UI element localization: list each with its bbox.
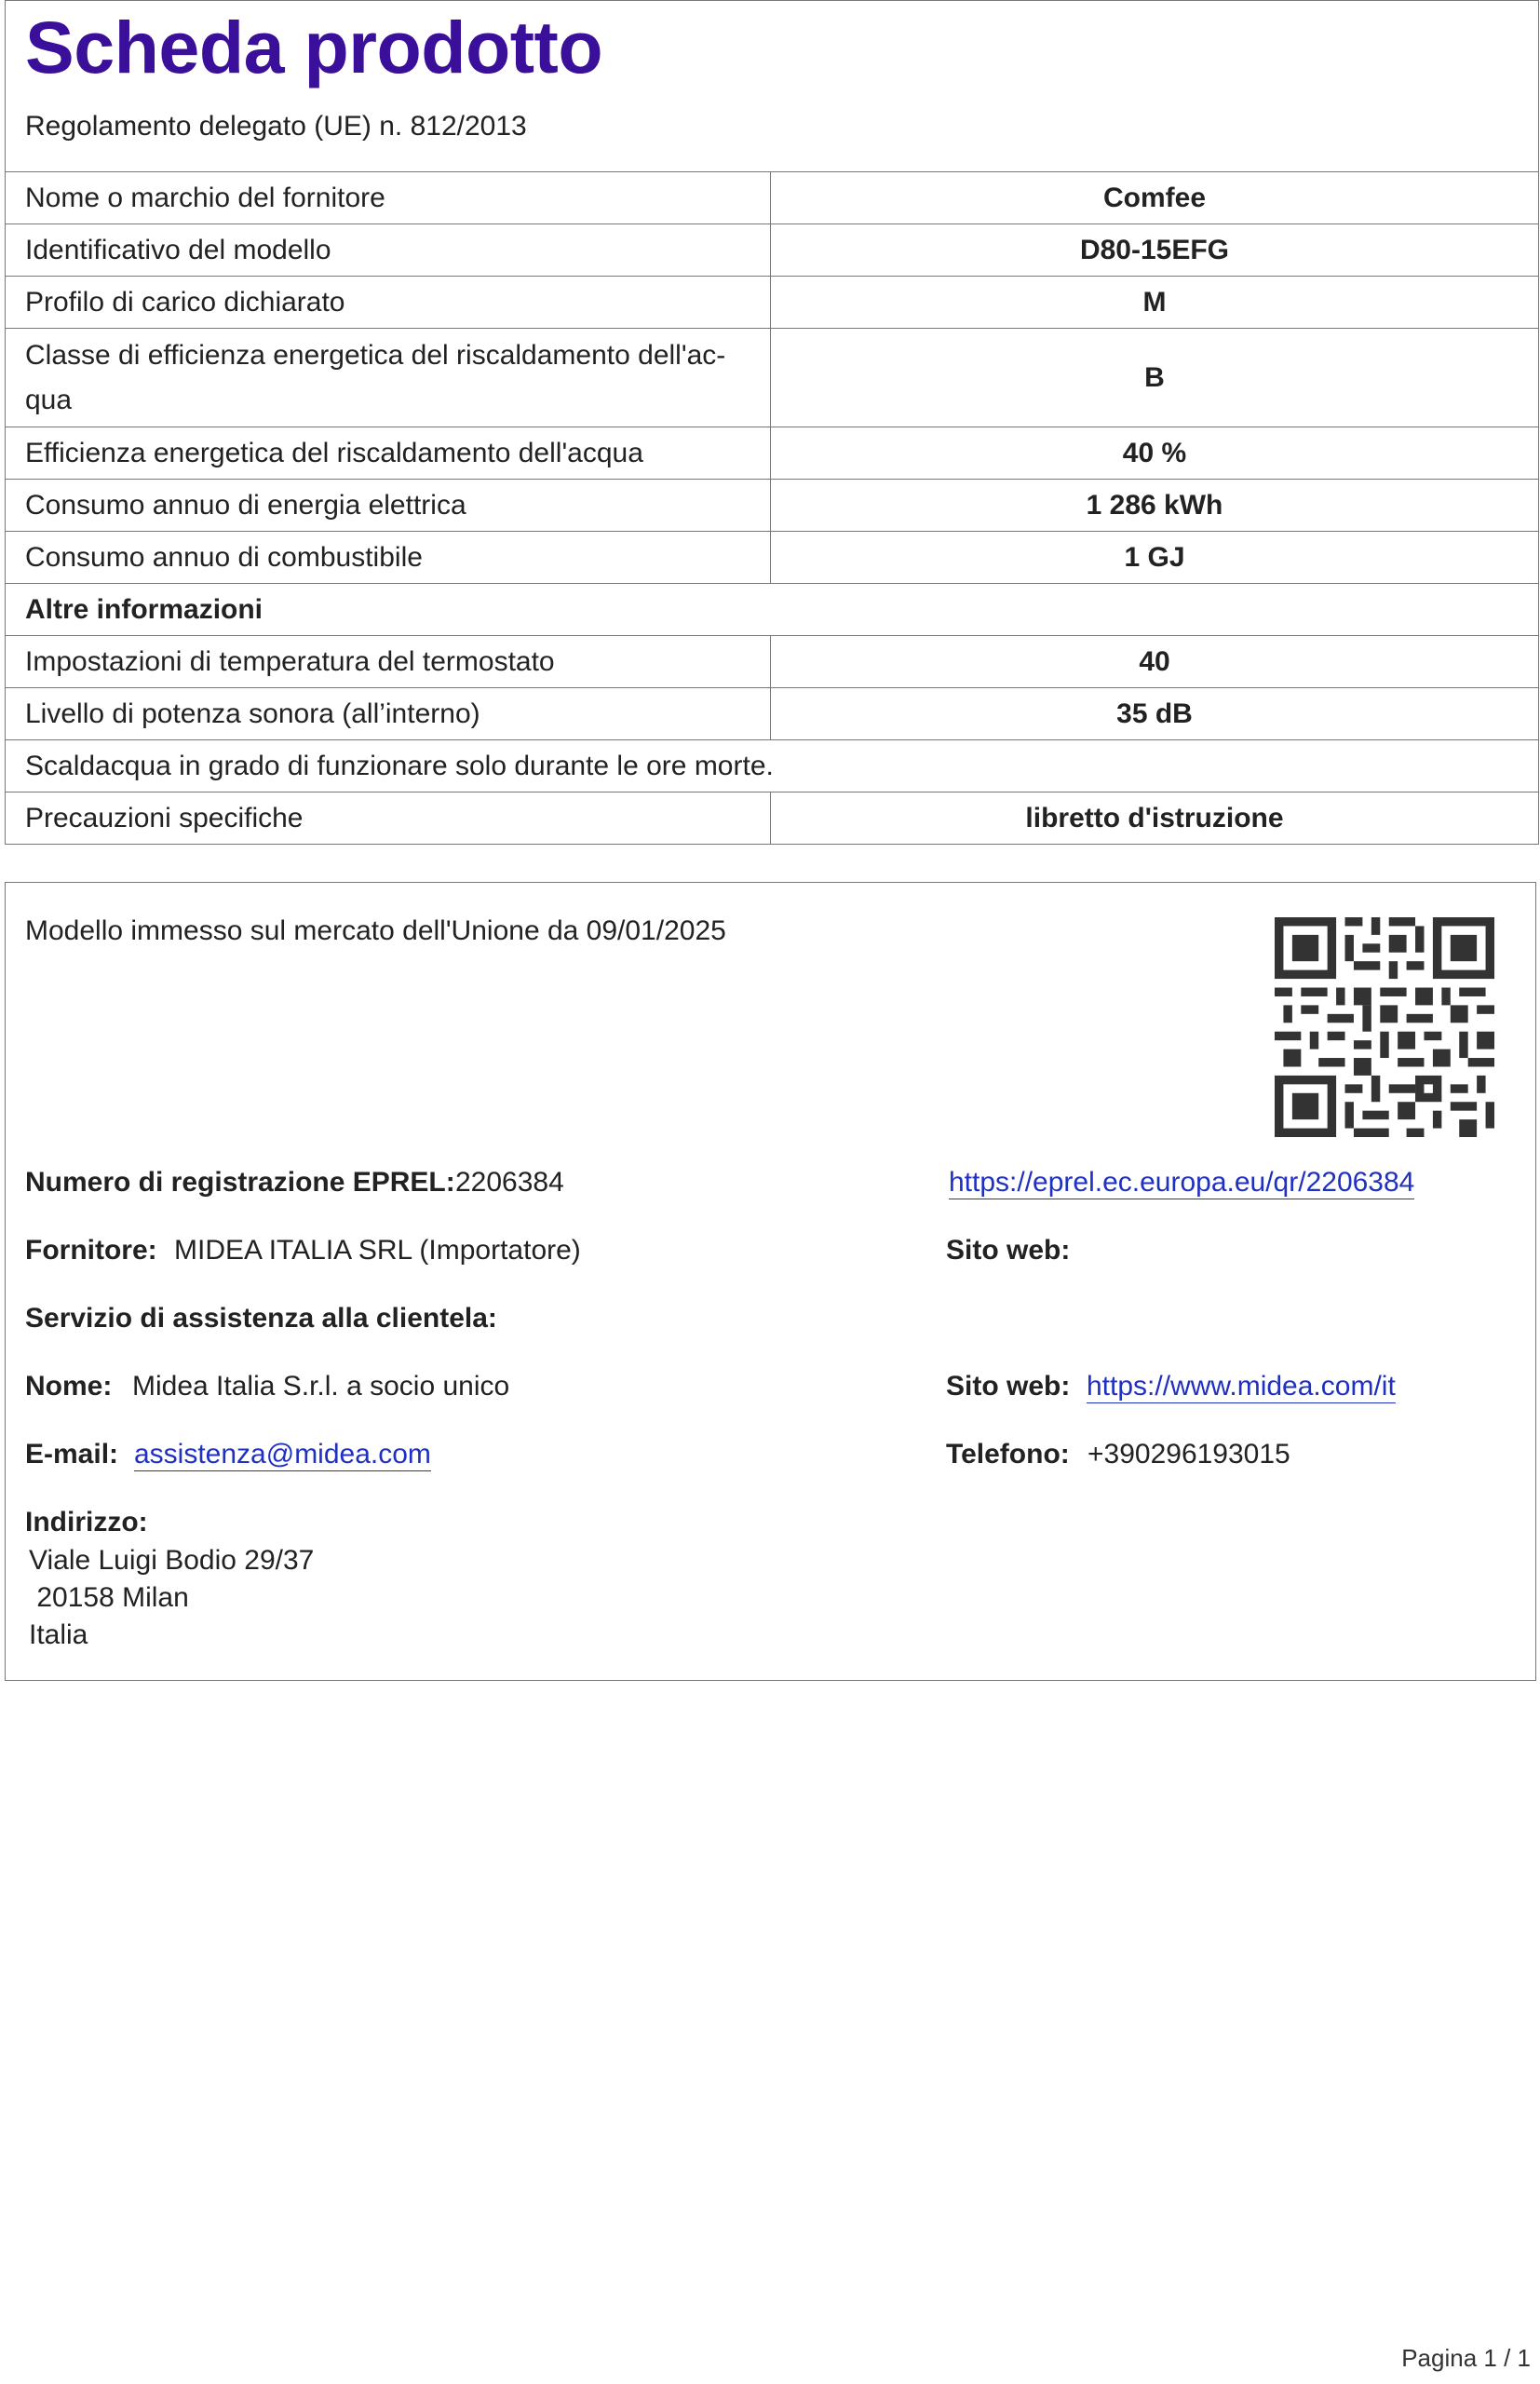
row-label: Profilo di carico dichiarato bbox=[6, 277, 771, 329]
row-label: Precauzioni specifiche bbox=[6, 792, 771, 845]
eprel-number: 2206384 bbox=[455, 1167, 564, 1198]
row-value: Comfee bbox=[771, 172, 1539, 224]
table-row bbox=[6, 740, 1539, 792]
supplier-site-label: Sito web: bbox=[946, 1235, 1071, 1266]
supplier-label: Fornitore: bbox=[25, 1235, 157, 1266]
info-box bbox=[5, 882, 1536, 1681]
table-row bbox=[6, 329, 1539, 427]
table-row bbox=[6, 480, 1539, 532]
row-label-line2: qua bbox=[25, 384, 73, 415]
other-info-heading: Altre informazioni bbox=[6, 584, 771, 636]
row-value: 40 % bbox=[771, 427, 1539, 480]
table-row bbox=[6, 688, 1539, 740]
phone-value: +390296193015 bbox=[1087, 1439, 1290, 1470]
customer-service-label: Servizio di assistenza alla clientela: bbox=[25, 1303, 497, 1334]
row-value: 1 286 kWh bbox=[771, 480, 1539, 532]
page-number: Pagina 1 / 1 bbox=[1401, 2344, 1531, 2372]
row-label: Impostazioni di temperatura del termostato bbox=[6, 636, 771, 688]
table-row bbox=[6, 792, 1539, 845]
spec-table bbox=[5, 171, 1539, 845]
table-row bbox=[6, 532, 1539, 584]
row-value: 40 bbox=[771, 636, 1539, 688]
name-label: Nome: bbox=[25, 1371, 113, 1402]
table-row bbox=[6, 224, 1539, 277]
phone-label: Telefono: bbox=[946, 1439, 1070, 1470]
empty-cell bbox=[771, 584, 1539, 636]
table-row bbox=[6, 427, 1539, 480]
row-label: Livello di potenza sonora (all’interno) bbox=[6, 688, 771, 740]
table-row bbox=[6, 277, 1539, 329]
supplier-value: MIDEA ITALIA SRL (Importatore) bbox=[174, 1235, 581, 1266]
website-link[interactable]: https://www.midea.com/it bbox=[1087, 1371, 1396, 1402]
row-label bbox=[6, 329, 771, 427]
market-date: Modello immesso sul mercato dell'Unione da 09/01/2025 bbox=[25, 915, 726, 946]
row-value: libretto d'istruzione bbox=[771, 792, 1539, 845]
row-label-line1: Classe di efficienza energetica del riscaldamento dell'ac- bbox=[25, 339, 726, 371]
row-label: Consumo annuo di combustibile bbox=[6, 532, 771, 584]
eprel-label: Numero di registrazione EPREL: bbox=[25, 1167, 455, 1198]
row-label: Efficienza energetica del riscaldamento dell'acqua bbox=[6, 427, 771, 480]
title-box bbox=[5, 0, 1539, 171]
qr-code-icon[interactable] bbox=[1275, 917, 1494, 1137]
name-value: Midea Italia S.r.l. a socio unico bbox=[132, 1371, 510, 1402]
site-label: Sito web: bbox=[946, 1371, 1071, 1402]
table-row bbox=[6, 172, 1539, 224]
address-label: Indirizzo: bbox=[25, 1507, 148, 1537]
row-value: D80-15EFG bbox=[771, 224, 1539, 277]
table-row bbox=[6, 636, 1539, 688]
address-line3: Italia bbox=[29, 1619, 88, 1650]
row-label: Identificativo del modello bbox=[6, 224, 771, 277]
address-line1: Viale Luigi Bodio 29/37 bbox=[29, 1545, 315, 1576]
off-peak-note: Scaldacqua in grado di funzionare solo durante le ore morte. bbox=[6, 740, 1539, 792]
email-link[interactable]: assistenza@midea.com bbox=[134, 1439, 431, 1470]
eprel-link[interactable]: https://eprel.ec.europa.eu/qr/2206384 bbox=[949, 1167, 1415, 1198]
page-title: Scheda prodotto bbox=[25, 6, 603, 88]
table-row bbox=[6, 584, 1539, 636]
row-value: 1 GJ bbox=[771, 532, 1539, 584]
row-value: B bbox=[771, 329, 1539, 427]
email-label: E-mail: bbox=[25, 1439, 119, 1470]
row-label: Consumo annuo di energia elettrica bbox=[6, 480, 771, 532]
address-line2: 20158 Milan bbox=[29, 1582, 189, 1613]
product-sheet bbox=[5, 0, 1539, 845]
row-value: M bbox=[771, 277, 1539, 329]
row-value: 35 dB bbox=[771, 688, 1539, 740]
regulation-text: Regolamento delegato (UE) n. 812/2013 bbox=[25, 111, 527, 142]
row-label: Nome o marchio del fornitore bbox=[6, 172, 771, 224]
